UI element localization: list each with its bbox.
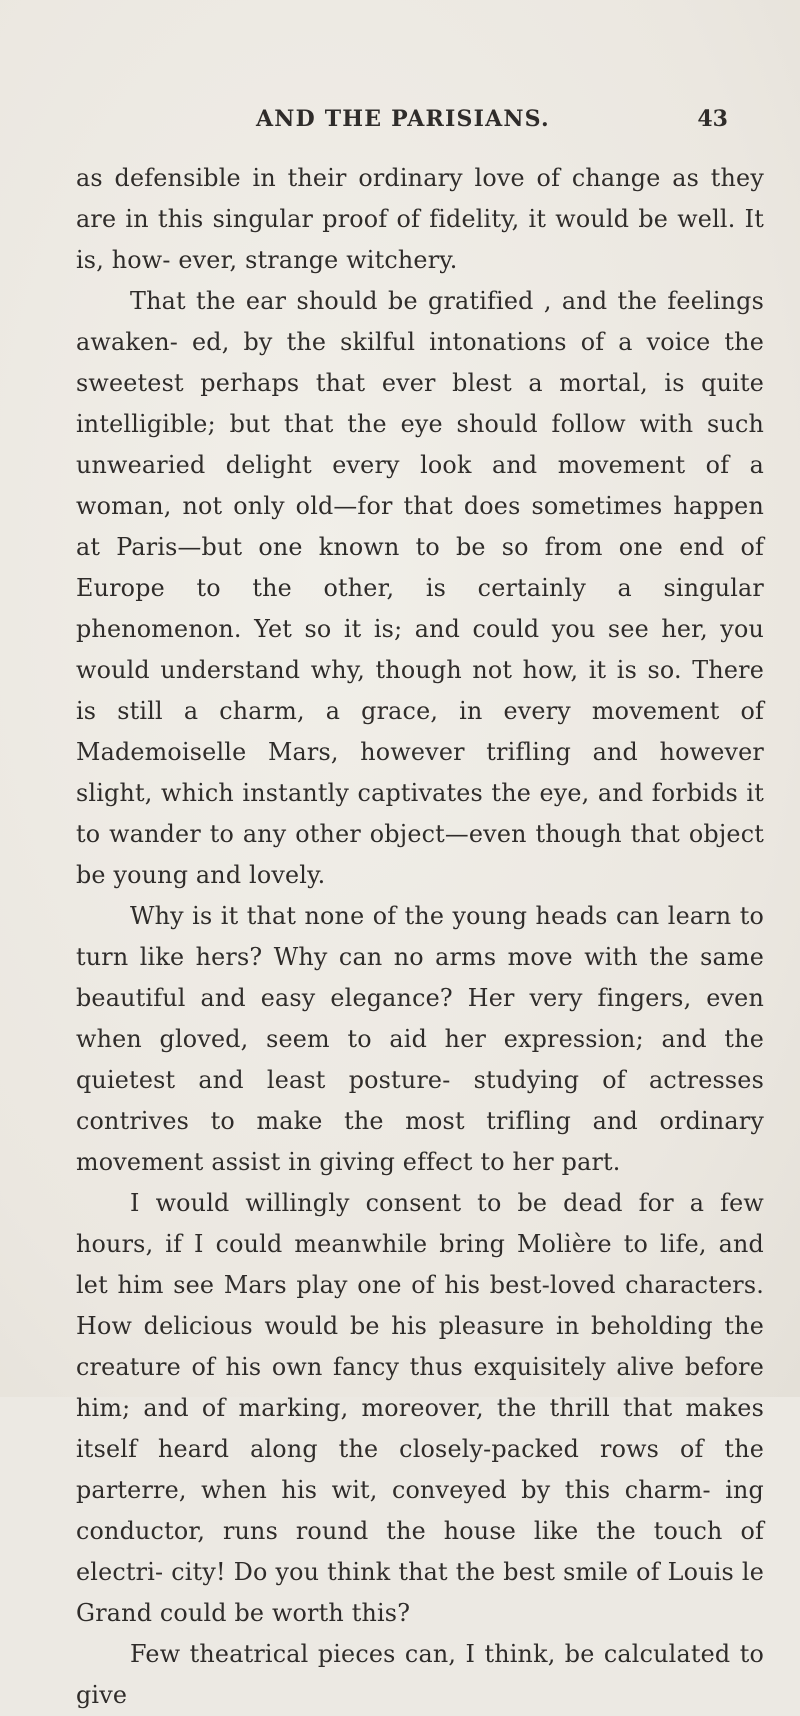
running-title: AND THE PARISIANS. [256,106,550,132]
page-number: 43 [697,106,728,132]
paragraph-4: I would willingly consent to be dead for a few hours, if I could meanwhile bring Molière to life, and let him see Mars play one of his best-loved characters. How delicious would be his pleasure in beholding the creature of his own fancy thus exquisitely alive before him; and of marking, moreover, the thrill that makes itself heard along the closely-packed rows of the parterre, when his wit, conveyed by this charm- ing conductor, runs round the house like the touch of electri- city! Do you think that the best smile of Louis le Grand could be worth this? [76,1189,764,1627]
paragraph-1: as defensible in their ordinary love of change as they are in this singular proof of fidelity, it would be well. It is, how- ever, strange witchery. [76,164,764,274]
body-text [76,158,764,1716]
paragraph-2: That the ear should be gratified , and the feelings awaken- ed, by the skilful intonations of a voice the sweetest perhaps that ever blest a mortal, is quite intelligible; but that the eye should follow with such unwearied delight every look and movement of a woman, not only old—for that does sometimes happen at Paris—but one known to be so from one end of Europe to the other, is certainly a singular phenomenon. Yet so it is; and could you see her, you would understand why, though not how, it is so. There is still a charm, a grace, in every movement of Mademoiselle Mars, however trifling and however slight, which instantly captivates the eye, and forbids it to wander to any other object—even though that object be young and lovely. [76,287,764,889]
paragraph-3: Why is it that none of the young heads can learn to turn like hers? Why can no arms move with the same beautiful and easy elegance? Her very fingers, even when gloved, seem to aid her expression; and the quietest and least posture- studying of actresses contrives to make the most trifling and ordinary movement assist in giving effect to her part. [76,902,764,1176]
paragraph-5: Few theatrical pieces can, I think, be calculated to give [76,1640,764,1709]
running-head [78,0,764,132]
